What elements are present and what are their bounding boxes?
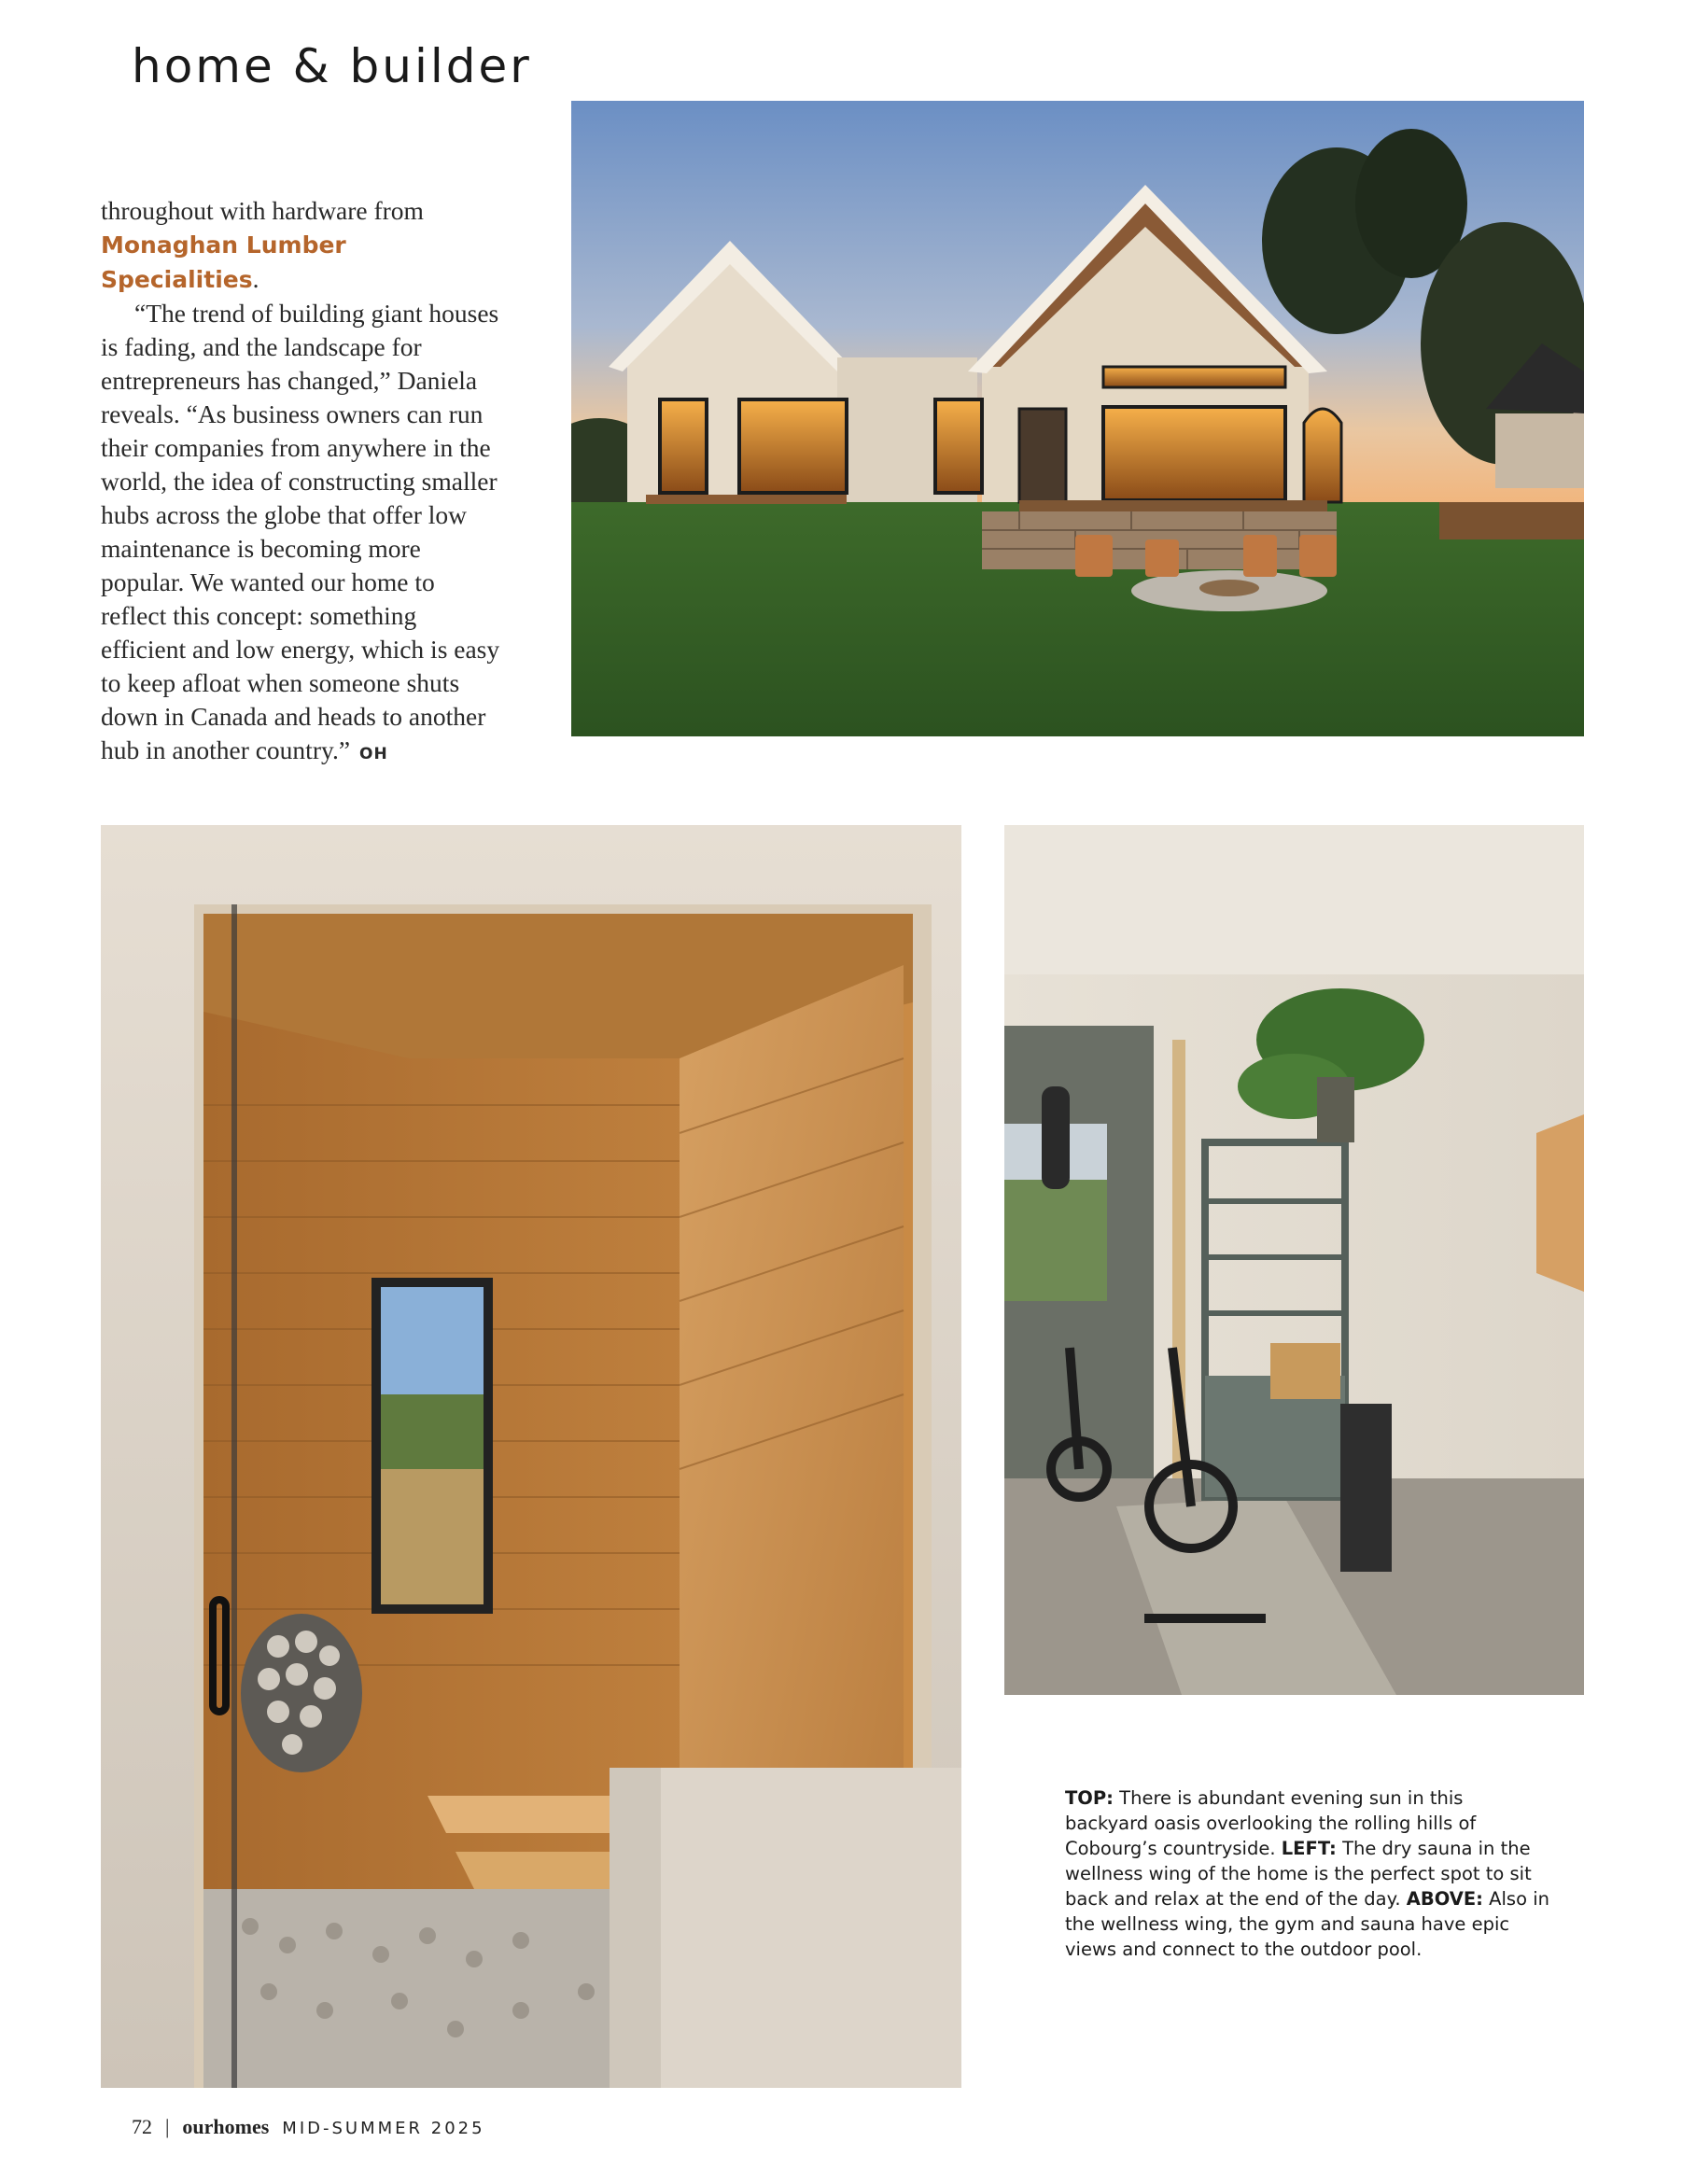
caption-left-label: LEFT: [1281,1838,1337,1859]
vendor-name: Monaghan Lumber Specialities [101,231,346,293]
photo-caption [1065,1785,1550,1962]
page-number: 72 [132,2115,152,2138]
caption-left-text: The dry sauna in the wellness wing of the home is the perfect spot to sit back and relax at the end of the day. [1065,1838,1532,1910]
article-paragraph-1 [101,194,502,297]
end-mark: OH [359,745,388,763]
issue-name: MID-SUMMER 2025 [282,2119,485,2138]
magazine-name: ourhomes [182,2115,270,2138]
paragraph-2-text: “The trend of building giant houses is fading, and the landscape for entrepreneurs has changed,” Daniela reveals. “As business owners can run their companies from anywhere in the world, the idea of constructing smaller hubs across the globe that offer low maintenance is becoming more popular. We wanted our home to reflect this concept: something efficient and low energy, which is easy to keep afloat when someone shuts down in Canada and heads to another hub in another country.” [101,299,500,764]
caption-top-label: TOP: [1065,1787,1114,1809]
article-paragraph-2 [101,297,502,771]
caption-above-text: Also in the wellness wing, the gym and sauna have epic views and connect to the outdoor pool. [1065,1888,1549,1960]
photo-sauna [101,825,961,2088]
article-body [101,194,502,771]
section-header: home & builder [132,39,532,93]
caption-above-label: ABOVE: [1406,1888,1483,1910]
footer-separator: | [165,2115,170,2138]
photo-house-exterior [571,101,1584,736]
paragraph-1-end: . [252,264,259,293]
page-footer [132,2115,485,2139]
photo-home-gym [1004,825,1584,1695]
caption-top-text: There is abundant evening sun in this backyard oasis overlooking the rolling hills of Cobourg’s countryside. [1065,1787,1477,1859]
paragraph-1-text: throughout with hardware from [101,196,424,225]
